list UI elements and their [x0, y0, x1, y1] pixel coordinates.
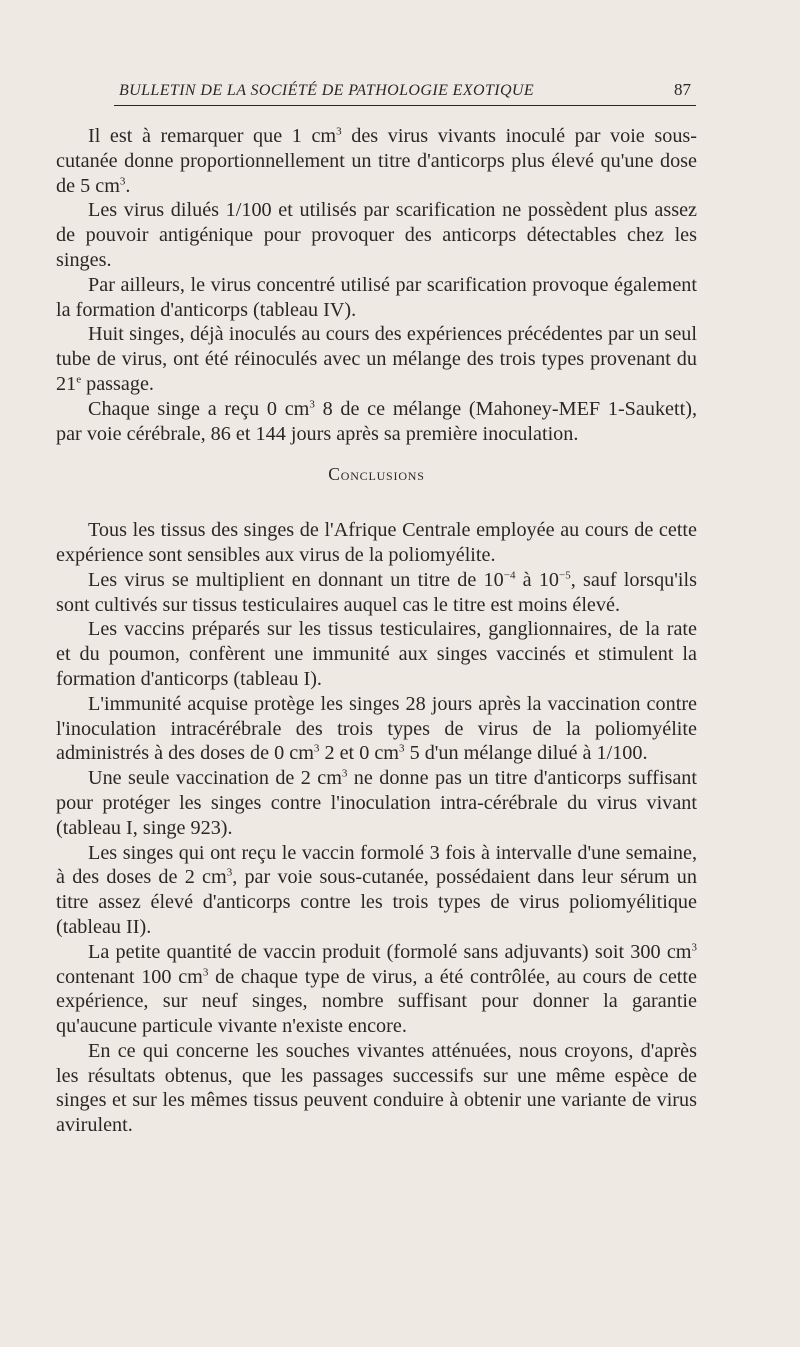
paragraph	[56, 518, 697, 568]
superscript: −4	[503, 569, 516, 582]
header-rule	[114, 105, 696, 106]
paragraph	[56, 198, 697, 272]
text-run: 2 et 0 cm	[319, 742, 400, 765]
superscript: 3	[399, 742, 405, 755]
superscript: 3	[341, 767, 348, 780]
paragraph	[56, 273, 697, 323]
text-run: Tous les tissus des singes de l'Afrique Centrale employée au cours de cette expérience sont sensibles aux virus de la poliomyélite.	[56, 519, 697, 566]
paragraph	[56, 940, 697, 1039]
superscript: 3	[226, 866, 233, 879]
text-run: Chaque singe a reçu 0 cm	[88, 397, 310, 420]
text-run: des virus vivants inoculé par voie sous-cutanée donne proportionnellement un titre d'anticorps plus élevé qu'une dose de 5 cm	[56, 125, 697, 197]
text-run: Huit singes, déjà inoculés au cours des expériences précédentes par un seul tube de virus, ont été réinoculés avec un mélange des trois types provenant du 21	[56, 323, 697, 395]
text-run: Il est à remarquer que 1 cm	[88, 125, 337, 147]
text-run: La petite quantité de vaccin produit (formolé sans adjuvants) soit 300 cm	[88, 940, 692, 963]
text-run: à 10	[515, 568, 560, 591]
text-run: Les virus dilués 1/100 et utilisés par scarification ne possèdent plus assez de pouvoir antigénique pour provoquer des anticorps détectables chez les singes.	[56, 199, 697, 271]
text-run: , par voie sous-cutanée, possédaient dans leur sérum un titre assez élevé d'anticorps contre les trois types de virus poliomyélitique (tableau II).	[56, 866, 697, 938]
running-title: BULLETIN DE LA SOCIÉTÉ DE PATHOLOGIE EXOTIQUE	[119, 82, 535, 99]
paragraph	[56, 568, 697, 618]
superscript: 3	[336, 125, 342, 138]
paragraph	[56, 692, 697, 766]
paragraph	[56, 617, 697, 691]
text-run: , sauf lorsqu'ils sont cultivés sur tissus testiculaires auquel cas le titre est moins élevé.	[56, 568, 697, 616]
paragraph	[56, 1039, 697, 1138]
superscript: −5	[559, 569, 571, 582]
text-run: de chaque type de virus, a été contrôlée, au cours de cette expérience, sur neuf singes, nombre suffisant pour donner la garantie qu'aucune particule vivante n'existe encore.	[56, 965, 697, 1038]
text-run: L'immunité acquise protège les singes 28 jours après la vaccination contre l'inoculation intracérébrale des trois types de virus de la poliomyélite administrés à des doses de 0 cm	[56, 692, 697, 765]
superscript: 3	[202, 965, 209, 978]
paragraph	[56, 322, 697, 396]
text-run: Les virus se multiplient en donnant un titre de 10	[88, 568, 504, 591]
text-run: .	[125, 174, 131, 197]
running-header	[117, 80, 697, 104]
text-run: contenant 100 cm	[56, 965, 203, 988]
text-run: Les singes qui ont reçu le vaccin formolé 3 fois à intervalle d'une semaine, à des doses de 2 cm	[56, 841, 697, 889]
text-run: ne donne pas un titre d'anticorps suffisant pour protéger les singes contre l'inoculation intra-cérébrale du virus vivant (tableau I, singe 923).	[56, 767, 697, 839]
superscript: 3	[119, 174, 126, 187]
section-heading: Conclusions	[328, 464, 425, 485]
text-run: Les vaccins préparés sur les tissus testiculaires, ganglionnaires, de la rate et du poumon, confèrent une immunité aux singes vaccinés et stimulent la formation d'anticorps (tableau I).	[56, 618, 697, 690]
paragraph	[56, 841, 697, 940]
conclusions-paragraphs	[56, 518, 697, 1138]
paragraph	[56, 766, 697, 840]
superscript: 3	[309, 398, 315, 411]
page-number: 87	[674, 80, 691, 99]
text-run: passage.	[81, 372, 154, 395]
text-run: Par ailleurs, le virus concentré utilisé par scarification provoque également la formation d'anticorps (tableau IV).	[56, 273, 697, 321]
superscript: 3	[691, 940, 697, 953]
superscript: e	[76, 373, 82, 386]
text-run: 8 de ce mélange (Mahoney-MEF 1-Saukett), par voie cérébrale, 86 et 144 jours après sa première inoculation.	[56, 397, 697, 445]
text-run: 5 d'un mélange dilué à 1/100.	[404, 742, 648, 765]
text-run: Une seule vaccination de 2 cm	[88, 767, 342, 790]
article-body	[56, 124, 697, 1138]
paragraph	[56, 124, 697, 198]
results-paragraphs	[56, 124, 697, 446]
paragraph	[56, 397, 697, 447]
text-run: En ce qui concerne les souches vivantes atténuées, nous croyons, d'après les résultats obtenus, que les passages successifs sur une même espèce de singes et sur les mêmes tissus peuvent conduire à obtenir une variante de virus avirulent.	[56, 1039, 697, 1137]
superscript: 3	[313, 742, 320, 755]
